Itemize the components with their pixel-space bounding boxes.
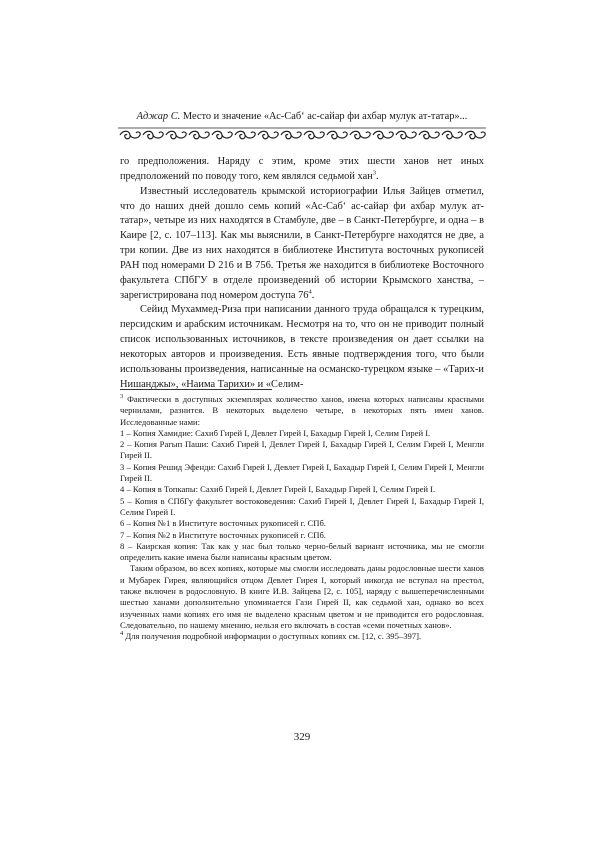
ornament-scroll: [235, 131, 255, 138]
footnote-3-intro: [120, 394, 484, 428]
footnote-ref-4[interactable]: 4: [308, 288, 312, 296]
footnote-item: 6 – Копия №1 в Институте восточных рукописей г. СПб.: [120, 518, 326, 529]
ornament-scroll: [396, 131, 416, 138]
footnote-item: 2 – Копия Рагып Паши: Сахиб Гирей I, Девлет Гирей I, Бахадыр Гирей I, Селим Гирей I, Менгли Гирей II.: [120, 439, 484, 461]
footnote-item: 7 – Копия №2 в Институте восточных рукописей г. СПб.: [120, 529, 326, 540]
ornament-scroll: [442, 131, 462, 138]
footnote-3-mark: 3: [120, 393, 124, 401]
footnote-4-mark: 4: [120, 630, 124, 638]
ornament-scroll: [166, 131, 186, 138]
ornament-scroll: [143, 131, 163, 138]
ornament-scroll: [465, 131, 485, 138]
paragraph-1-end: .: [376, 170, 379, 182]
footnote-4: [120, 631, 484, 642]
footnote-3-conclusion: Таким образом, во всех копиях, которые мы смогли исследовать даны родословные шести ханов и Мубарек Гирея, являющийся отцом Девлет Гирея I, который никогда не вступал на престол, также включен в родословную. В книге И.В. Зайцева [2, с. 105], наряду с вышеперечисленными шестью ханами дополнительно упоминается Гази Гирей II, как седьмой хан, однако во всех изученных нами копиях его имя не выделено красным цветом и не приводится его родословная. Следовательно, по нашему мнению, нельзя его включать в состав «семи почетных ханов».: [120, 563, 484, 630]
ornament-border: [118, 127, 486, 141]
footnote-item: 1 – Копия Хамидие: Сахиб Гирей I, Девлет Гирей I, Бахадыр Гирей I, Селим Гирей I.: [120, 427, 431, 438]
footnote-item: 4 – Копия в Топкапы: Сахиб Гирей I, Девлет Гирей I, Бахадыр Гирей I, Селим Гирей I.: [120, 484, 436, 495]
ornament-scroll: [304, 131, 324, 138]
footnote-item: 5 – Копия в СПбГу факультет востоковедения: Сахиб Гирей I, Девлет Гирей I, Бахадыр Гирей I, Селим Гирей I.: [120, 495, 484, 517]
ornament-scroll: [258, 131, 278, 138]
footnote-separator: [120, 389, 272, 390]
paragraph-1-text: го предположения. Наряду с этим, кроме этих шести ханов нет иных предположений по поводу того, кем являлся седьмой хан: [120, 156, 484, 182]
ornament-scroll: [419, 131, 439, 138]
paragraph-2-text: Известный исследователь крымской историографии Илья Зайцев отметил, что до наших дней дошло семь копий «Ас-Саб‘ ас-сайар фи ахбар мулук ат-татар», четыре из них находятся в Стамбуле, две – в Санкт-Петербурге, и одна – в Каире [2, с. 107–113]. Как мы выяснили, в Санкт-Петербурге находятся не две, а три копии. Две из них находятся в библиотеке Института восточных рукописей РАН под номерами D 216 и B 756. Третья же находится в библиотеке Восточного факультета СПбГУ в отделе произведений об истории Крымского ханства, – зарегистрирована под номером доступа 76: [120, 185, 484, 301]
ornament-scroll: [120, 131, 140, 138]
running-head: [118, 111, 486, 122]
ornament-scroll: [350, 131, 370, 138]
ornament-scroll: [327, 131, 347, 138]
main-text: [120, 155, 484, 393]
ornament-scroll: [189, 131, 209, 138]
ornament-scroll: [373, 131, 393, 138]
paragraph-2: [120, 185, 484, 304]
running-head-title: Место и значение «Ас-Саб‘ ас-сайар фи ахбар мулук ат-татар»...: [182, 111, 468, 122]
paragraph-3: Сейид Мухаммед-Риза при написании данного труда обращался к турецким, персидским и арабским источникам. Несмотря на то, что он не приводит полный список использованных источников, в тексте произведения он дает ссылки на некоторых авторов и произведения. Есть явные подтверждения того, что были использованы произведения, написанные на османско-турецком языке – «Тарих-и Нишанджы», «Наима Тарихи» и «Селим-: [120, 304, 484, 390]
ornament-scroll: [281, 131, 301, 138]
footnotes: [120, 394, 484, 643]
ornament-pattern: [120, 131, 485, 138]
footnote-item: 8 – Каирская копия: Так как у нас был только черно-белый вариант источника, мы не смогли определить какие имена были написаны красным цветом.: [120, 540, 484, 563]
footnote-item: 3 – Копия Решид Эфенди: Сахиб Гирей I, Девлет Гирей I, Бахадыр Гирей I, Селим Гирей I, Менгли Гирей II.: [120, 461, 484, 484]
footnote-4-text: Для получения подробной информации о доступных копиях см. [12, с. 395–397].: [125, 631, 422, 642]
ornament-scroll: [212, 131, 232, 138]
footnote-3-intro-text: Фактически в доступных экземплярах количество ханов, имена которых написаны красными чернилами, разнится. В некоторых выделено четыре, в некоторых пять имен ханов. Исследованные нами:: [120, 394, 484, 427]
paragraph-1: [120, 155, 484, 185]
page-number: 329: [293, 731, 311, 743]
paragraph-2-end: .: [311, 289, 315, 301]
running-head-author: Аджар С.: [136, 111, 181, 122]
footnote-ref-3[interactable]: 3: [372, 169, 377, 177]
